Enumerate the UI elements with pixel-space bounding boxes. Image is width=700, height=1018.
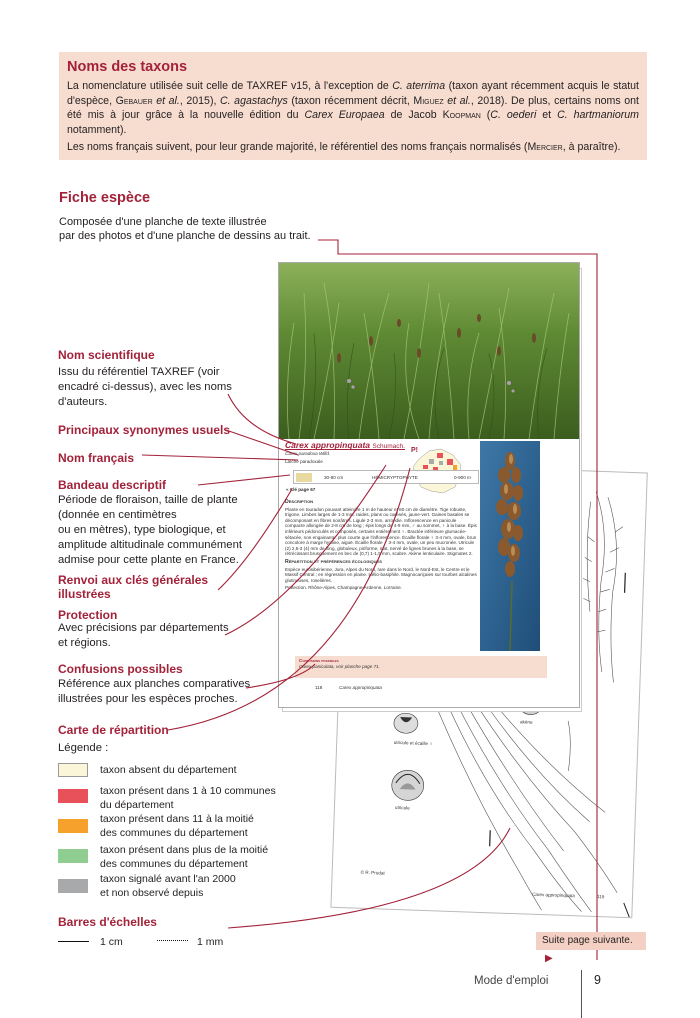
description-section: Description Plante en touradon pouvant atteindre 1 m de hauteur et 80 cm de diamètre. Tige robuste, trigone. Limbes larges de 1-3 mm, raides, plans ou carénés, jaune-vert. Gaines basales se décomposant en fibres noirâtres. Ligule 2-3 mm, arrondie. Inflorescence en panicule compacte allongée de 2-8 cm de long ; épis longs de 4-9 mm, ♂ au sommet, ♀ à la base. Épis inférieurs pédonculés et composés, certains entièrement ♀. Bractée inférieure glumacée-sétacée, non engainante, plus courte que l'inflorescence. Écaille florale ♀ 3-4 mm, ovale, brun concolore à marge hyaline, aiguë. Écaille florale ♂ 3-4 mm, ovale, un peu mucronée. Utricule (2) 2,5-3 (4) mm de long, globuleux, piriforme, mat, nervé de lignes brunes à la base, se rétrécissant brusquement en bec de (0,7) 1-1,5 mm, scabre. Akène lenticulaire. Stigmates 2. Répartition et préférences écologiques Espèce eurosibérienne, Jura, Alpes du Nord, rare dans le Nord, le Nord-Est, le Centre et le Massif Central ; en régression en plaine. Hélio-basiphile. Magnocariçaies sur tourbes alcalines glutineuses, roselières. Protection. Rhône-Alpes, Champagne-Ardenne, Lorraine. [285,499,477,591]
descriptive-band [293,470,479,484]
scale-bar-cm [58,941,89,942]
band-altitude: 0-900 m [454,475,471,480]
page-119-number: 119 [596,894,605,900]
connector-french-name [142,455,298,460]
inflorescence-photo [480,441,540,651]
band-height: 30-80 cm [324,475,344,480]
legend-swatch-absent [58,763,88,777]
page-synonym: Carex paradoxa Willd. [285,451,331,456]
label-distribution-map: Carte de répartition [58,723,169,737]
label-scale-bars: Barres d'échelles [58,915,157,929]
legend-swatch-11-half [58,819,88,833]
label-utricule-ecaille: utricule et écaille ♀ [393,739,433,747]
legend-text-absent: taxon absent du département [100,764,237,776]
label-synonyms: Principaux synonymes usuels [58,423,231,437]
label-scientific-name: Nom scientifique [58,348,155,362]
scale-bar-mm [157,940,188,941]
footer-section-label: Mode d'emploi [474,975,549,987]
page-118-name: Carex appropinquata [339,685,382,690]
legend-swatch-before-2000 [58,879,88,893]
legend-label: Légende : [58,742,109,754]
legend-swatch-over-half [58,849,88,863]
label-utricule: utricule [394,804,410,811]
connector-band [198,475,290,485]
label-protection: Protection [58,608,118,622]
footer-page-number: 9 [594,973,601,987]
legend-text-before-2000: taxon signalé avant l'an 2000 et non observé depuis [100,873,236,899]
scale-label-cm: 1 cm [100,936,123,948]
label-french-name: Nom français [58,451,135,465]
label-key-reference: Renvoi aux clés générales illustrées [58,573,209,601]
band-type: HÉMICRYPTOPHYTE [372,475,418,480]
taxon-box-paragraph-2: Les noms français suivent, pour leur grande majorité, le référentiel des noms français normalisés (Mercier, à paraître). [67,141,621,154]
confusions-desc: Référence aux planches comparatives illustrées pour les espèces proches. [58,678,251,705]
label-akene: akène [519,719,533,725]
legend-text-over-half: taxon présent dans plus de la moitié des communes du département [100,844,269,870]
next-page-label: Suite page suivante. [542,935,633,946]
protection-mark: P! [411,447,418,454]
legend-text-11-half: taxon présent dans 11 à la moitié des communes du département [100,813,254,839]
legend-text-1-10: taxon présent dans 1 à 10 communes du département [100,785,276,811]
scientific-name-desc: Issu du référentiel TAXREF (voir encadré ci-dessus), avec les noms d'auteurs. [58,366,232,408]
page-species-title: Carex appropinquata Schumach. [285,440,405,450]
legend-swatch-1-10 [58,789,88,803]
label-descriptive-band: Bandeau descriptif [58,478,167,492]
protection-desc: Avec précisions par départements et régions. [58,622,229,649]
fiche-title: Fiche espèce [59,190,151,206]
play-arrow-icon: ▶ [545,953,553,964]
title-rule [285,449,405,450]
page-119-name: Carex appropinquata [531,891,575,899]
page-french-name: Laîche paradoxale [285,459,323,464]
footer-divider [581,970,582,1018]
taxon-names-box [59,52,647,160]
flowering-period [296,473,312,482]
page-118-number: 118 [315,685,323,690]
key-reference: « Clé page 67 [286,487,316,492]
drawing-credit: © R. Prudat [360,869,385,876]
grass-photo [279,263,579,439]
label-confusions: Confusions possibles [58,662,183,676]
taxon-box-title: Noms des taxons [67,59,188,75]
taxon-box-paragraph-1: La nomenclature utilisée suit celle de TAXREF v15, à l'exception de C. aterrima (taxon ayant récemment acquis le statut d'espèce, Gebauer et al., 2015), C. agastachys (taxon récemment décrit, Miguez et al., 2018). De plus, certains noms ont été mis à jour grâce à la nouvelle édition du Carex Europaea de Jacob Koopman (C. oederi et C. hartmaniorum notamment). [67,80,640,136]
descriptive-band-desc: Période de floraison, taille de plante (donnée en centimètres ou en mètres), type biologique, et amplitude altitudinale communément admise pour cette plante en France. [58,494,242,566]
fiche-description: Composée d'une planche de texte illustrée par des photos et d'une planche de dessins au trait. [59,216,311,242]
page-118-text [278,262,580,708]
scale-label-mm: 1 mm [197,936,224,948]
confusions-box: Confusions possibles Carex paniculata, voir planche page 71. [295,656,547,678]
next-page-button[interactable] [536,932,646,964]
